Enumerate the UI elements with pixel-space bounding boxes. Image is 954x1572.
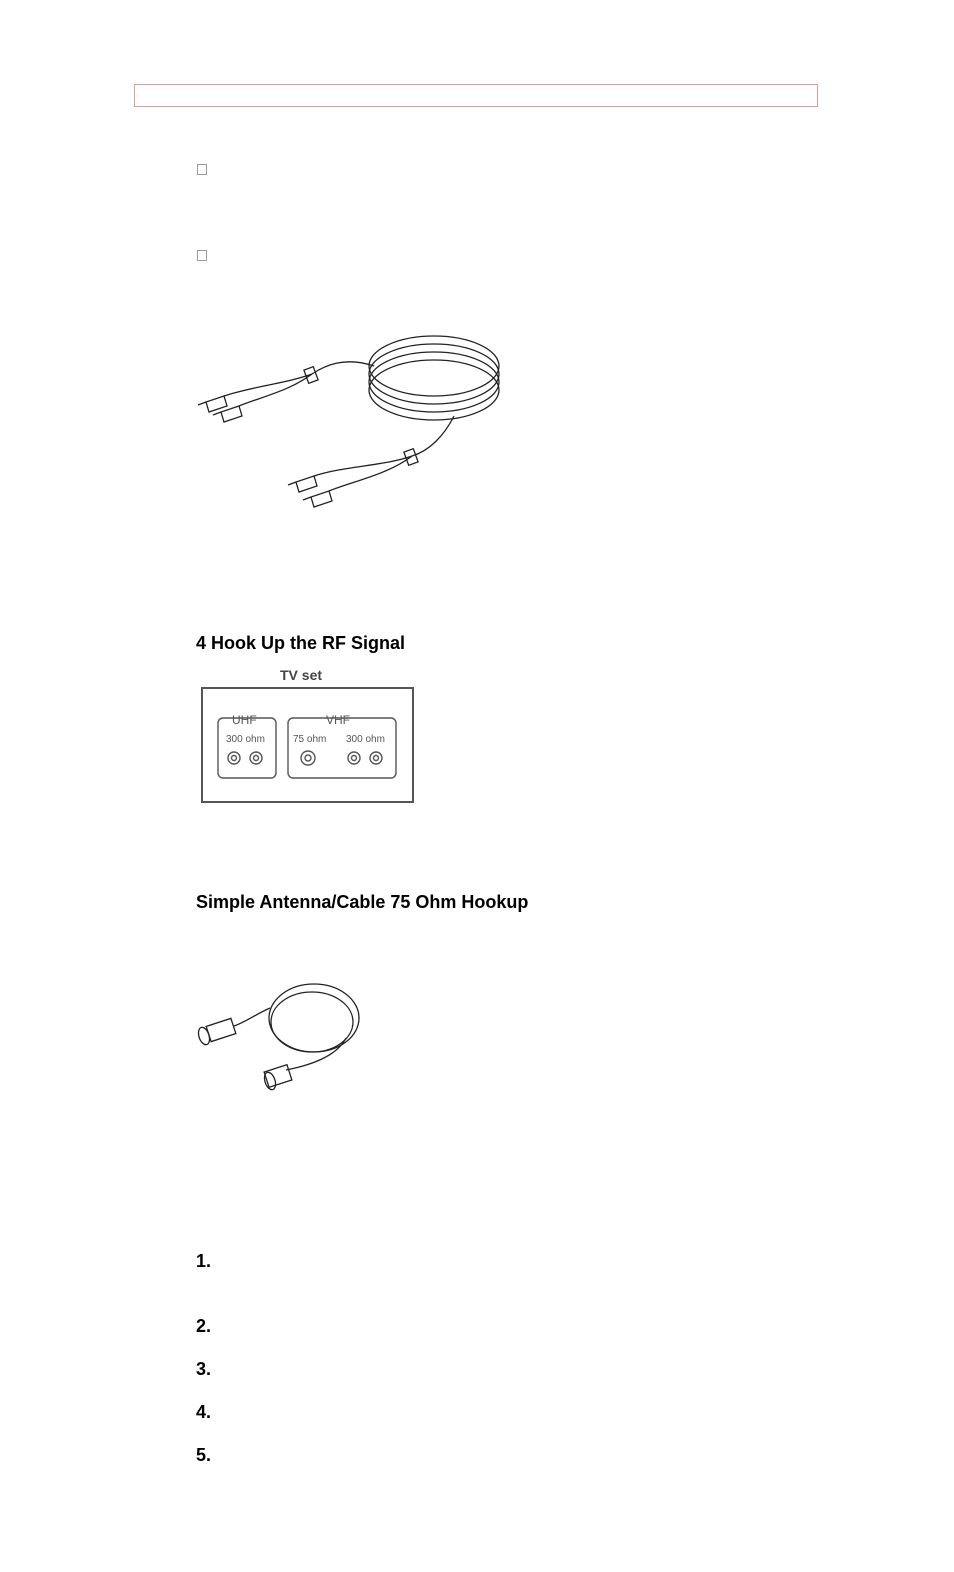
- step-number-2: 2.: [196, 1316, 212, 1336]
- antenna-hookup-heading: Simple Antenna/Cable 75 Ohm Hookup: [196, 892, 529, 912]
- av-cable-illustration: [194, 326, 504, 516]
- tv-set-title: TV set: [280, 667, 323, 683]
- uhf-label: UHF: [232, 713, 257, 727]
- step-number-5: 5.: [196, 1445, 212, 1465]
- step-number-3: 3.: [196, 1359, 212, 1379]
- vhf-label: VHF: [326, 713, 350, 727]
- step-number-4: 4.: [196, 1402, 212, 1422]
- vhf-300-ohm-label: 300 ohm: [346, 734, 385, 745]
- bullet-square-icon: [197, 164, 207, 175]
- step-number-1: 1.: [196, 1251, 212, 1271]
- uhf-ohm-label: 300 ohm: [226, 734, 265, 745]
- coax-cable-illustration: [196, 978, 366, 1096]
- bullet-square-icon: [197, 250, 207, 261]
- vhf-75-ohm-label: 75 ohm: [293, 734, 327, 745]
- page-header-box: [134, 84, 818, 107]
- rf-signal-heading: 4 Hook Up the RF Signal: [196, 633, 406, 653]
- tv-set-diagram: [196, 664, 421, 806]
